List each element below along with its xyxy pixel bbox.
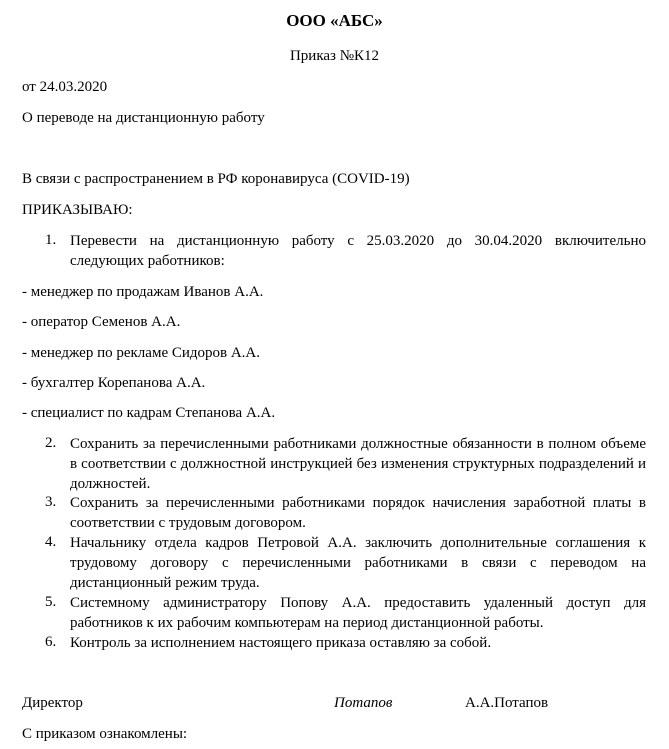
order-item-4 [45, 533, 646, 593]
order-word: ПРИКАЗЫВАЮ: [22, 202, 133, 218]
employee-item: - менеджер по продажам Иванов А.А. [22, 284, 264, 300]
company-name: ООО «АБС» [286, 11, 383, 30]
item-text: Контроль за исполнением настоящего приказа оставляю за собой. [70, 635, 492, 651]
item-text: Сохранить за перечисленными работниками порядок начисления заработной платы в соответствии с трудовым договором. [70, 495, 646, 531]
order-item-1 [45, 231, 646, 271]
item-text: Сохранить за перечисленными работниками должностные обязанности в полном объеме в соответствии с должностной инструкцией без изменения структурных подразделений и должностей. [70, 436, 646, 492]
order-date: от 24.03.2020 [22, 79, 108, 95]
order-reason: В связи с распространением в РФ коронавируса (COVID-19) [22, 171, 410, 187]
item-text: Начальнику отдела кадров Петровой А.А. заключить дополнительные соглашения к трудовому договору с перечисленными работниками в связи с переводом на дистанционный режим труда. [70, 535, 646, 591]
item-number: 1. [45, 232, 57, 248]
item-text: Системному администратору Попову А.А. предоставить удаленный доступ для работников к их рабочим компьютерам на период дистанционной работы. [70, 595, 646, 631]
order-item-3 [45, 493, 646, 533]
order-title: Приказ №К12 [289, 48, 380, 64]
item-number: 3. [45, 494, 57, 510]
item-number: 2. [45, 435, 57, 451]
order-item-5 [45, 593, 646, 633]
employee-item: - менеджер по рекламе Сидоров А.А. [22, 345, 261, 361]
order-item-6 [45, 633, 646, 653]
item-number: 4. [45, 534, 57, 550]
order-item-2 [45, 434, 646, 494]
employee-item: - оператор Семенов А.А. [22, 314, 181, 330]
item-number: 6. [45, 634, 57, 650]
employee-item: - бухгалтер Корепанова А.А. [22, 375, 206, 391]
employee-item: - специалист по кадрам Степанова А.А. [22, 405, 276, 421]
acknowledged-line: С приказом ознакомлены: [22, 726, 188, 742]
item-number: 5. [45, 594, 57, 610]
item-text: Перевести на дистанционную работу с 25.03.2020 до 30.04.2020 включительно следующих работников: [70, 233, 646, 269]
order-subject: О переводе на дистанционную работу [22, 110, 265, 126]
signature-handwritten: Потапов [334, 695, 393, 711]
signature-name: А.А.Потапов [465, 695, 549, 711]
signature-position: Директор [22, 695, 83, 711]
